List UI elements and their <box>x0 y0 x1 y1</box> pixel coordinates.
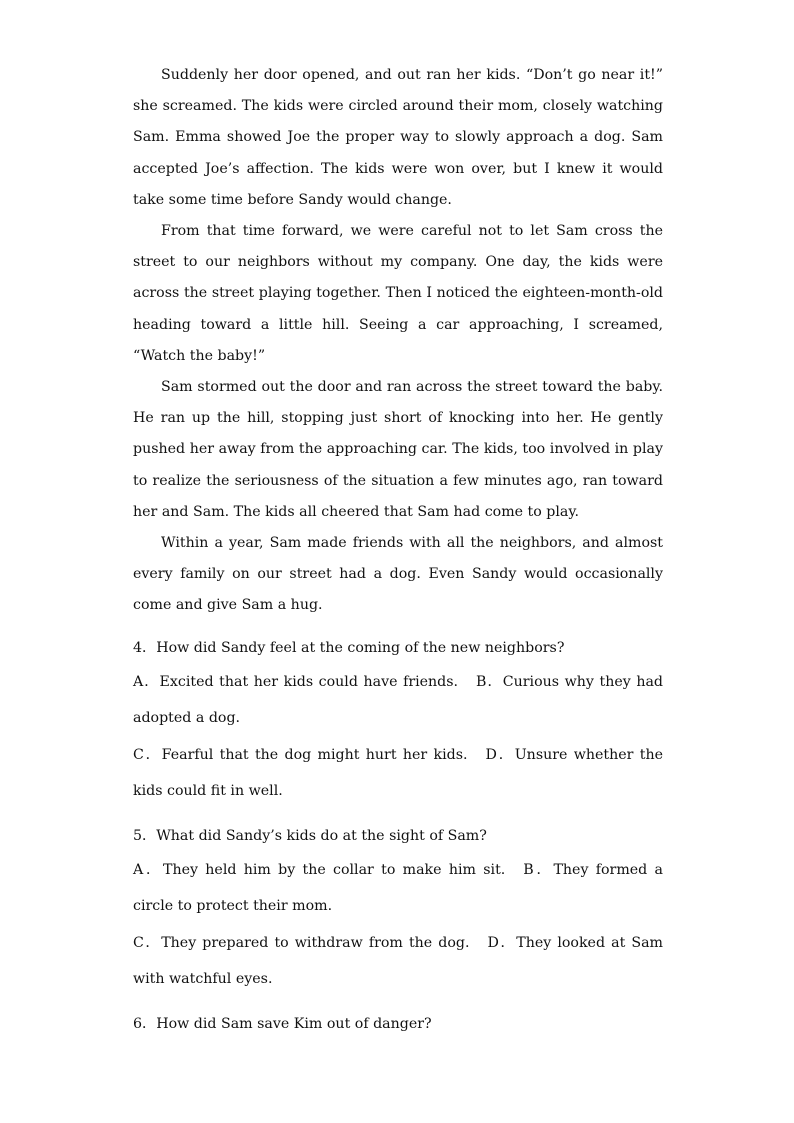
question-4-stem: 4．How did Sandy feel at the coming of the new neighbors? <box>133 639 565 656</box>
passage-paragraph-4: Within a year, Sam made friends with all the neighbors, and almost every family on our street had a dog. Even Sandy would occasionally come and give Sam a hug. <box>133 535 663 614</box>
passage-paragraph-3: Sam stormed out the door and ran across the street toward the baby. He ran up the hill, stopping just short of knocking into her. He gently pushed her away from the approaching car. The kids, too involved in play to realize the seriousness of the situation a few minutes ago, ran toward her and Sam. The kids all cheered that Sam had come to play. <box>133 379 663 520</box>
question-4-option-d[interactable]: D．Unsure whether the kids could fit in well. <box>133 746 663 800</box>
question-6-stem: 6．How did Sam save Kim out of danger? <box>133 1015 432 1032</box>
passage-paragraph-1: Suddenly her door opened, and out ran her kids. “Don’t go near it!” she screamed. The kids were circled around their mom, closely watching Sam. Emma showed Joe the proper way to slowly approach a dog. Sam accepted Joe’s affection. The kids were won over, but I knew it would take some time before Sandy would change. <box>133 67 663 208</box>
question-5-option-c[interactable]: C．They prepared to withdraw from the dog. <box>133 934 470 951</box>
question-4-options-cd <box>133 737 663 810</box>
question-4 <box>133 638 663 810</box>
question-5-option-d[interactable]: D．They looked at Sam with watchful eyes. <box>133 934 663 988</box>
question-5-stem: 5．What did Sandy’s kids do at the sight of Sam? <box>133 827 487 844</box>
question-6 <box>133 1014 663 1034</box>
question-5-options-ab <box>133 852 663 925</box>
question-5-option-b[interactable]: B．They formed a circle to protect their mom. <box>133 861 663 915</box>
question-5-options-cd <box>133 925 663 998</box>
passage-paragraph-2: From that time forward, we were careful not to let Sam cross the street to our neighbors without my company. One day, the kids were across the street playing together. Then I noticed the eighteen-month-old heading toward a little hill. Seeing a car approaching, I screamed, “Watch the baby!” <box>133 223 663 364</box>
question-4-option-c[interactable]: C．Fearful that the dog might hurt her kids. <box>133 746 468 763</box>
question-5-option-a[interactable]: A．They held him by the collar to make him sit. <box>133 861 506 878</box>
question-4-options-ab <box>133 664 663 737</box>
question-4-option-b[interactable]: B．Curious why they had adopted a dog. <box>133 673 663 727</box>
question-4-option-a[interactable]: A．Excited that her kids could have friends. <box>133 673 459 690</box>
document-page <box>133 60 663 1034</box>
question-5 <box>133 826 663 998</box>
